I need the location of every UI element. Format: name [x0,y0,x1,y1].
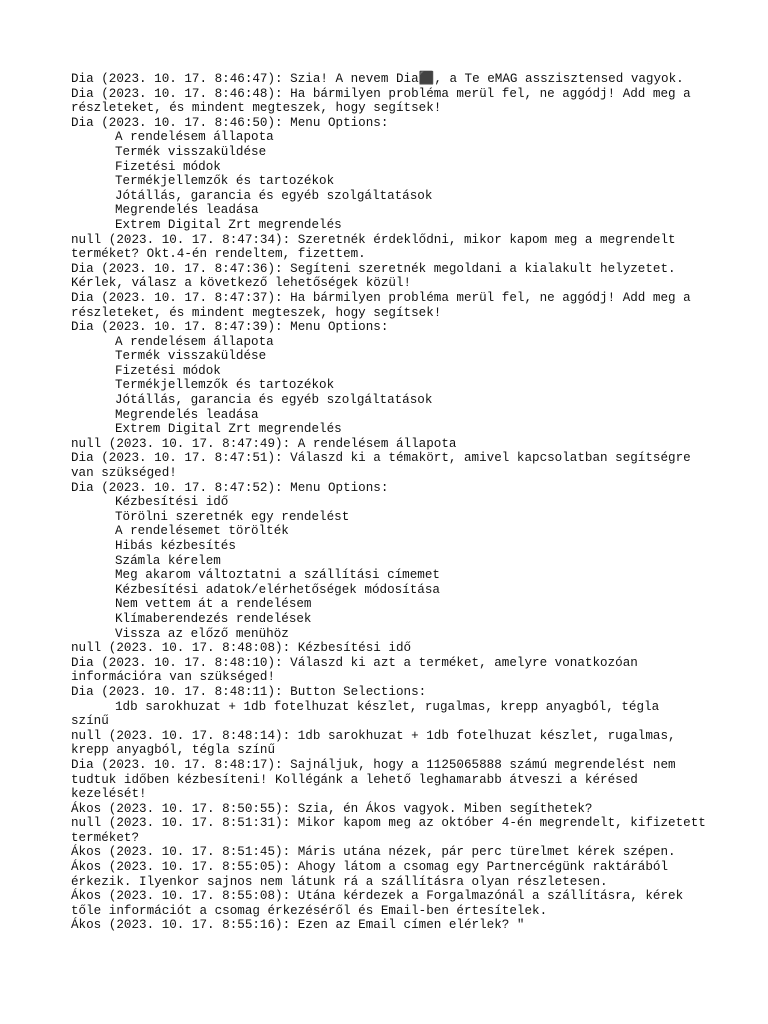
menu-option-line: Kézbesítési adatok/elérhetőségek módosítása [115,582,440,597]
menu-option-line: Megrendelés leadása [115,203,259,218]
menu-option-line: Termékjellemzők és tartozékok [115,174,335,189]
chat-message-line: Dia (2023. 10. 17. 8:47:39): Menu Options: [71,320,389,335]
menu-option-line: Klímaberendezés rendelések [115,611,312,626]
menu-option-line: 1db sarokhuzat + 1db fotelhuzat készlet, rugalmas, krepp anyagból, tégla [115,699,660,714]
menu-option-line: Megrendelés leadása [115,407,259,422]
chat-message-line: Ákos (2023. 10. 17. 8:55:08): Utána kérdezek a Forgalmazónál a szállításra, kérek tőle információt a csomag érkezéséről és Email-ben értesítelek. [71,889,691,918]
menu-option-line: A rendelésem állapota [115,334,274,349]
menu-option-line: Fizetési módok [115,363,221,378]
menu-option-line: Hibás kézbesítés [115,539,236,553]
chat-message-line: Ákos (2023. 10. 17. 8:50:55): Szia, én Ákos vagyok. Miben segíthetek? [71,801,593,816]
menu-option-line: Számla kérelem [115,553,221,568]
chat-message-line: Dia (2023. 10. 17. 8:46:47): Szia! A nevem Dia⬛, a Te eMAG asszisztensed vagyok. [71,72,684,86]
menu-option-line: Kézbesítési idő [115,495,229,510]
chat-message-line: Dia (2023. 10. 17. 8:48:11): Button Selections: [71,684,427,699]
chat-message-line: Ákos (2023. 10. 17. 8:55:05): Ahogy látom a csomag egy Partnercégünk raktárából érkezik. Ilyenkor sajnos nem látunk rá a szállításra olyan részletesen. [71,860,676,889]
menu-option-line: Termék visszaküldése [115,144,267,159]
chat-message-line: null (2023. 10. 17. 8:48:08): Kézbesítési idő [71,641,412,656]
chat-message-line: Dia (2023. 10. 17. 8:47:52): Menu Options: [71,480,389,495]
menu-option-line: A rendelésemet törölték [115,524,289,539]
chat-message-line: Dia (2023. 10. 17. 8:47:36): Segíteni szeretnék megoldani a kialakult helyzetet. Kérlek, válasz a következő lehetőségek közül! [71,261,684,291]
chat-message-line: Ákos (2023. 10. 17. 8:51:45): Máris utána nézek, pár perc türelmet kérek szépen. [71,845,676,860]
chat-message-line: Ákos (2023. 10. 17. 8:55:16): Ezen az Email címen elérlek? " [71,918,525,933]
chat-message-line: Dia (2023. 10. 17. 8:47:37): Ha bármilyen probléma merül fel, ne aggódj! Add meg a részleteket, és mindent megteszek, hogy segítsek! [71,290,699,320]
chat-message-line: Dia (2023. 10. 17. 8:46:50): Menu Options: [71,115,389,130]
menu-option-line: Termék visszaküldése [115,349,267,364]
menu-option-line: Meg akarom változtatni a szállítási címemet [115,568,440,583]
chat-message-line: null (2023. 10. 17. 8:47:49): A rendelésem állapota [71,436,457,451]
chat-message-line: Dia (2023. 10. 17. 8:47:51): Válaszd ki a témakört, amivel kapcsolatban segítségre van szükséged! [71,451,699,481]
chat-message-line: Dia (2023. 10. 17. 8:48:17): Sajnáljuk, hogy a 1125065888 számú megrendelést nem tudtuk időben kézbesíteni! Kollégánk a lehető leghamarabb átveszi a kérésed kezelését! [71,757,684,802]
menu-option-line: Fizetési módok [115,159,221,174]
chat-message-line: színű [71,714,109,729]
menu-option-line: Extrem Digital Zrt megrendelés [115,217,342,232]
menu-option-line: Törölni szeretnék egy rendelést [115,509,350,524]
chat-message-line: Dia (2023. 10. 17. 8:48:10): Válaszd ki azt a terméket, amelyre vonatkozóan információra van szükséged! [71,655,646,685]
chat-message-line: null (2023. 10. 17. 8:48:14): 1db sarokhuzat + 1db fotelhuzat készlet, rugalmas, krepp anyagból, tégla színű [71,728,684,758]
chat-message-line: null (2023. 10. 17. 8:51:31): Mikor kapom meg az október 4-én megrendelt, kifizetett terméket? [71,816,714,845]
chat-message-line: null (2023. 10. 17. 8:47:34): Szeretnék érdeklődni, mikor kapom meg a megrendelt terméket? Okt.4-én rendeltem, fizettem. [71,232,684,262]
chat-message-line: Dia (2023. 10. 17. 8:46:48): Ha bármilyen probléma merül fel, ne aggódj! Add meg a részleteket, és mindent megteszek, hogy segítsek! [71,86,699,116]
menu-option-line: Vissza az előző menühöz [115,626,289,641]
menu-option-line: Extrem Digital Zrt megrendelés [115,422,342,437]
menu-option-line: Jótállás, garancia és egyéb szolgáltatások [115,188,433,203]
menu-option-line: Jótállás, garancia és egyéb szolgáltatások [115,393,433,408]
chat-transcript [71,72,714,933]
menu-option-line: A rendelésem állapota [115,130,274,145]
menu-option-line: Termékjellemzők és tartozékok [115,378,335,393]
menu-option-line: Nem vettem át a rendelésem [115,597,312,612]
